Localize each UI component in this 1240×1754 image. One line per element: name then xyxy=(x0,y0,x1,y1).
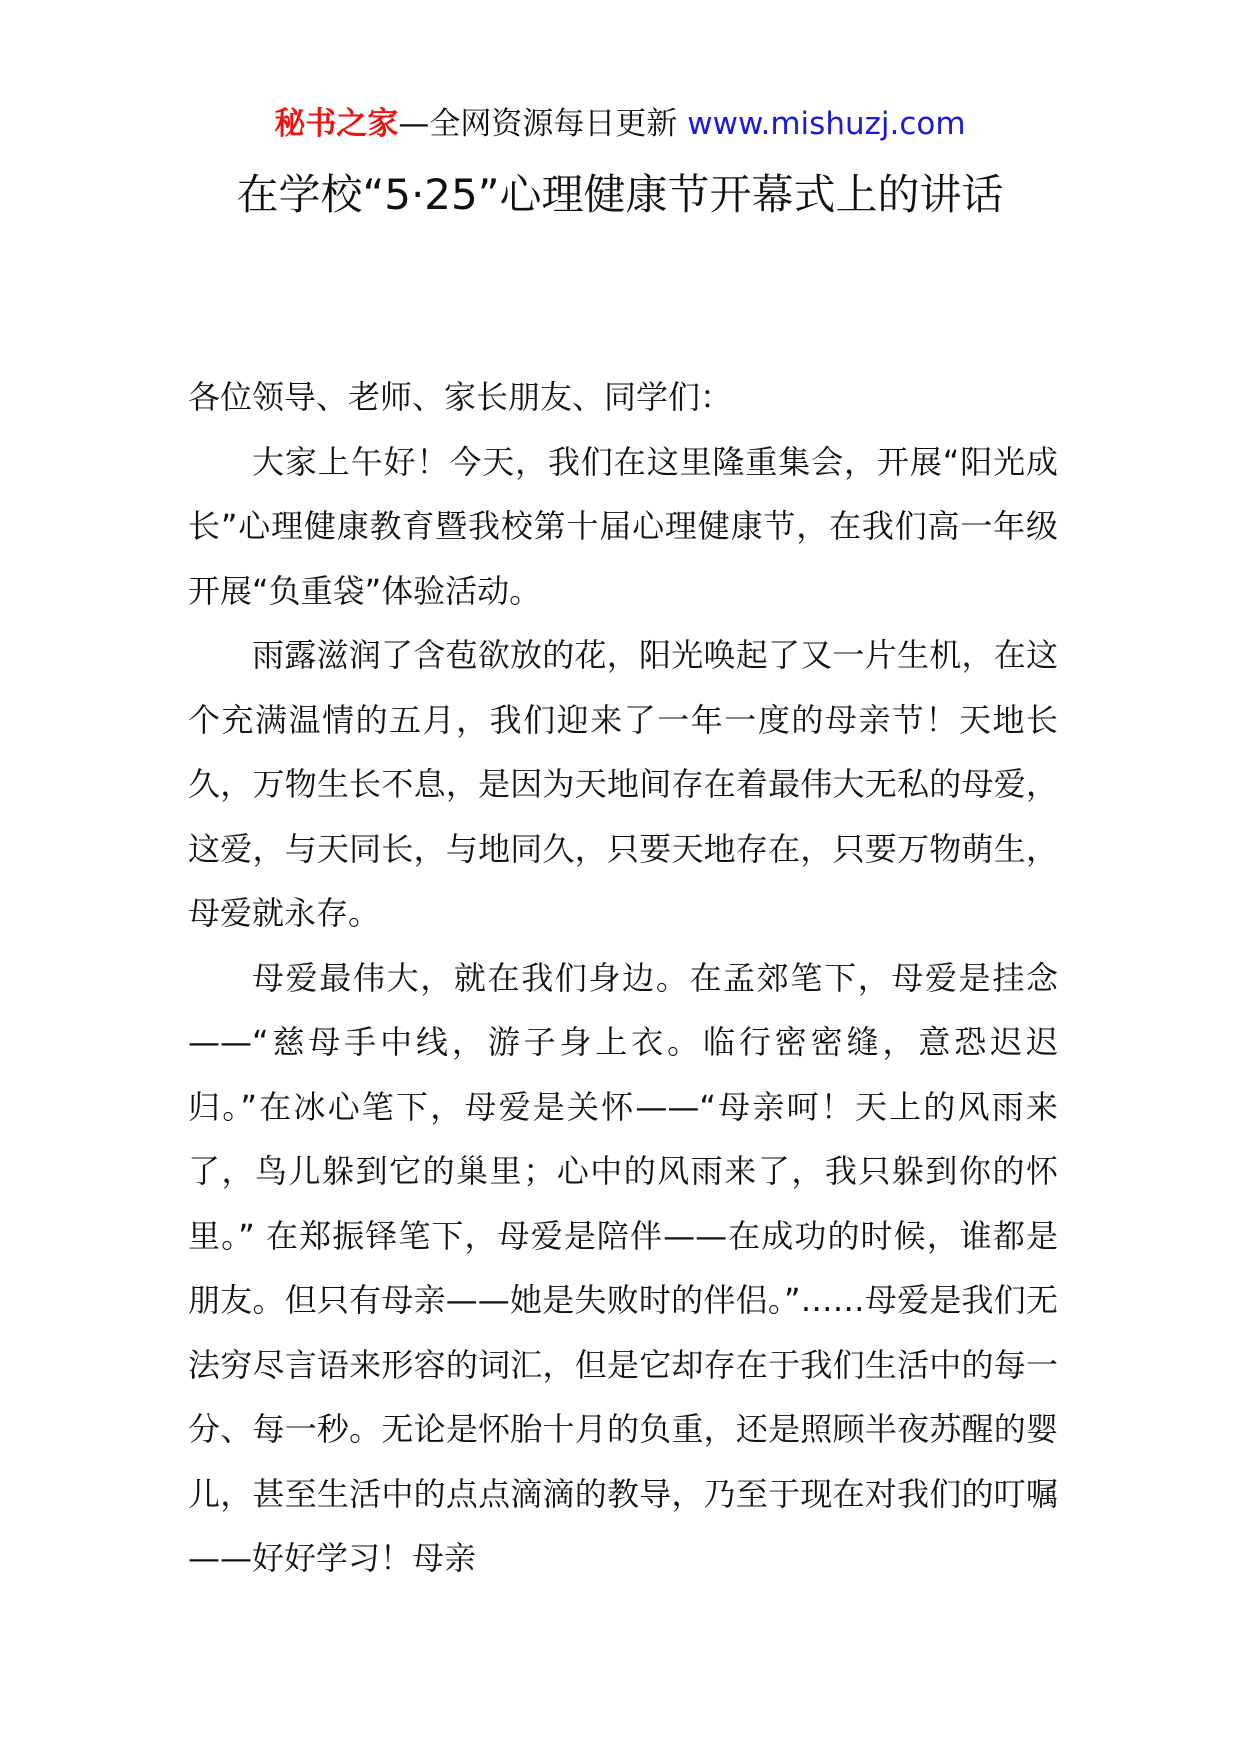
site-url-link[interactable]: www.mishuzj.com xyxy=(687,106,966,142)
document-body xyxy=(188,365,1058,1591)
salutation: 各位领导、老师、家长朋友、同学们： xyxy=(188,378,733,416)
watermark-header xyxy=(0,102,1240,146)
header-tagline: —全网资源每日更新 xyxy=(398,106,688,142)
body-paragraph: 雨露滋润了含苞欲放的花，阳光唤起了又一片生机，在这个充满温情的五月，我们迎来了一年一度的母亲节！天地长久，万物生长不息，是因为天地间存在着最伟大无私的母爱，这爱，与天同长，与地同久，只要天地存在，只要万物萌生，母爱就永存。 xyxy=(188,636,1058,932)
brand-name: 秘书之家 xyxy=(274,106,399,142)
body-paragraph: 大家上午好！今天，我们在这里隆重集会，开展“阳光成长”心理健康教育暨我校第十届心理健康节，在我们高一年级开展“负重袋”体验活动。 xyxy=(188,442,1058,610)
body-paragraph: 母爱最伟大，就在我们身边。在孟郊笔下，母爱是挂念——“慈母手中线，游子身上衣。临行密密缝，意恐迟迟归。”在冰心笔下，母爱是关怀——“母亲呵！天上的风雨来了，鸟儿躲到它的巢里；心中的风雨来了，我只躲到你的怀里。” 在郑振铎笔下，母爱是陪伴——在成功的时候，谁都是朋友。但只有母亲——她是失败时的伴侣。”……母爱是我们无法穷尽言语来形容的词汇，但是它却存在于我们生活中的每一分、每一秒。无论是怀胎十月的负重，还是照顾半夜苏醒的婴儿，甚至生活中的点点滴滴的教导，乃至于现在对我们的叮嘱——好好学习！母亲 xyxy=(188,958,1058,1577)
document-title: 在学校“5·25”心理健康节开幕式上的讲话 xyxy=(236,170,1004,219)
